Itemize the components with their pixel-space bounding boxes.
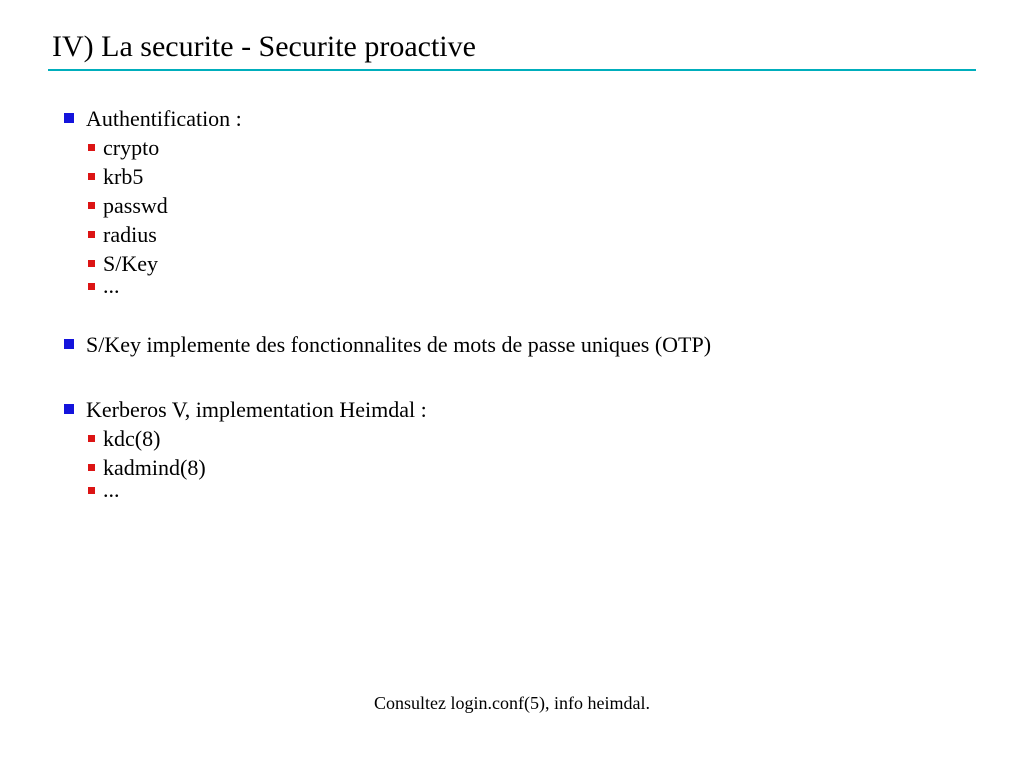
- sub-list-item-label: crypto: [103, 135, 160, 160]
- sub-list-item-label: krb5: [103, 164, 144, 189]
- bullet-group-skey: [0, 330, 1024, 359]
- sub-list-item: [0, 191, 1024, 220]
- sub-list-item: [0, 273, 1024, 298]
- sub-list-item-label: kadmind(8): [103, 455, 206, 480]
- bullet-group-authentification: [0, 104, 1024, 298]
- page-title: IV) La securite - Securite proactive: [52, 30, 476, 63]
- sub-list-item: [0, 477, 1024, 502]
- blue-square-bullet-icon: [64, 404, 74, 414]
- footer-note: Consultez login.conf(5), info heimdal.: [374, 693, 650, 713]
- sub-list-item: [0, 249, 1024, 278]
- red-square-bullet-icon: [88, 202, 95, 209]
- list-item: [0, 330, 1024, 359]
- slide-body: [0, 104, 1024, 534]
- red-square-bullet-icon: [88, 464, 95, 471]
- sub-list-item: [0, 133, 1024, 162]
- title-underline: [48, 69, 976, 71]
- list-item: [0, 395, 1024, 424]
- list-item: [0, 104, 1024, 133]
- red-square-bullet-icon: [88, 487, 95, 494]
- sub-list-item: [0, 424, 1024, 453]
- sub-list-item-label: ...: [103, 273, 120, 298]
- blue-square-bullet-icon: [64, 113, 74, 123]
- sub-list-item: [0, 162, 1024, 191]
- sub-list-item: [0, 220, 1024, 249]
- list-item-label: Kerberos V, implementation Heimdal :: [86, 397, 427, 422]
- sub-list-item-label: S/Key: [103, 251, 158, 276]
- list-item-label: S/Key implemente des fonctionnalites de mots de passe uniques (OTP): [86, 332, 712, 357]
- red-square-bullet-icon: [88, 173, 95, 180]
- sub-list-item: [0, 453, 1024, 482]
- sub-list-item-label: kdc(8): [103, 426, 161, 451]
- bullet-group-kerberos: [0, 395, 1024, 502]
- red-square-bullet-icon: [88, 231, 95, 238]
- sub-list-item-label: ...: [103, 477, 120, 502]
- sub-list-item-label: passwd: [103, 193, 168, 218]
- list-item-label: Authentification :: [86, 106, 242, 131]
- red-square-bullet-icon: [88, 283, 95, 290]
- sub-list-item-label: radius: [103, 222, 157, 247]
- red-square-bullet-icon: [88, 260, 95, 267]
- red-square-bullet-icon: [88, 144, 95, 151]
- blue-square-bullet-icon: [64, 339, 74, 349]
- red-square-bullet-icon: [88, 435, 95, 442]
